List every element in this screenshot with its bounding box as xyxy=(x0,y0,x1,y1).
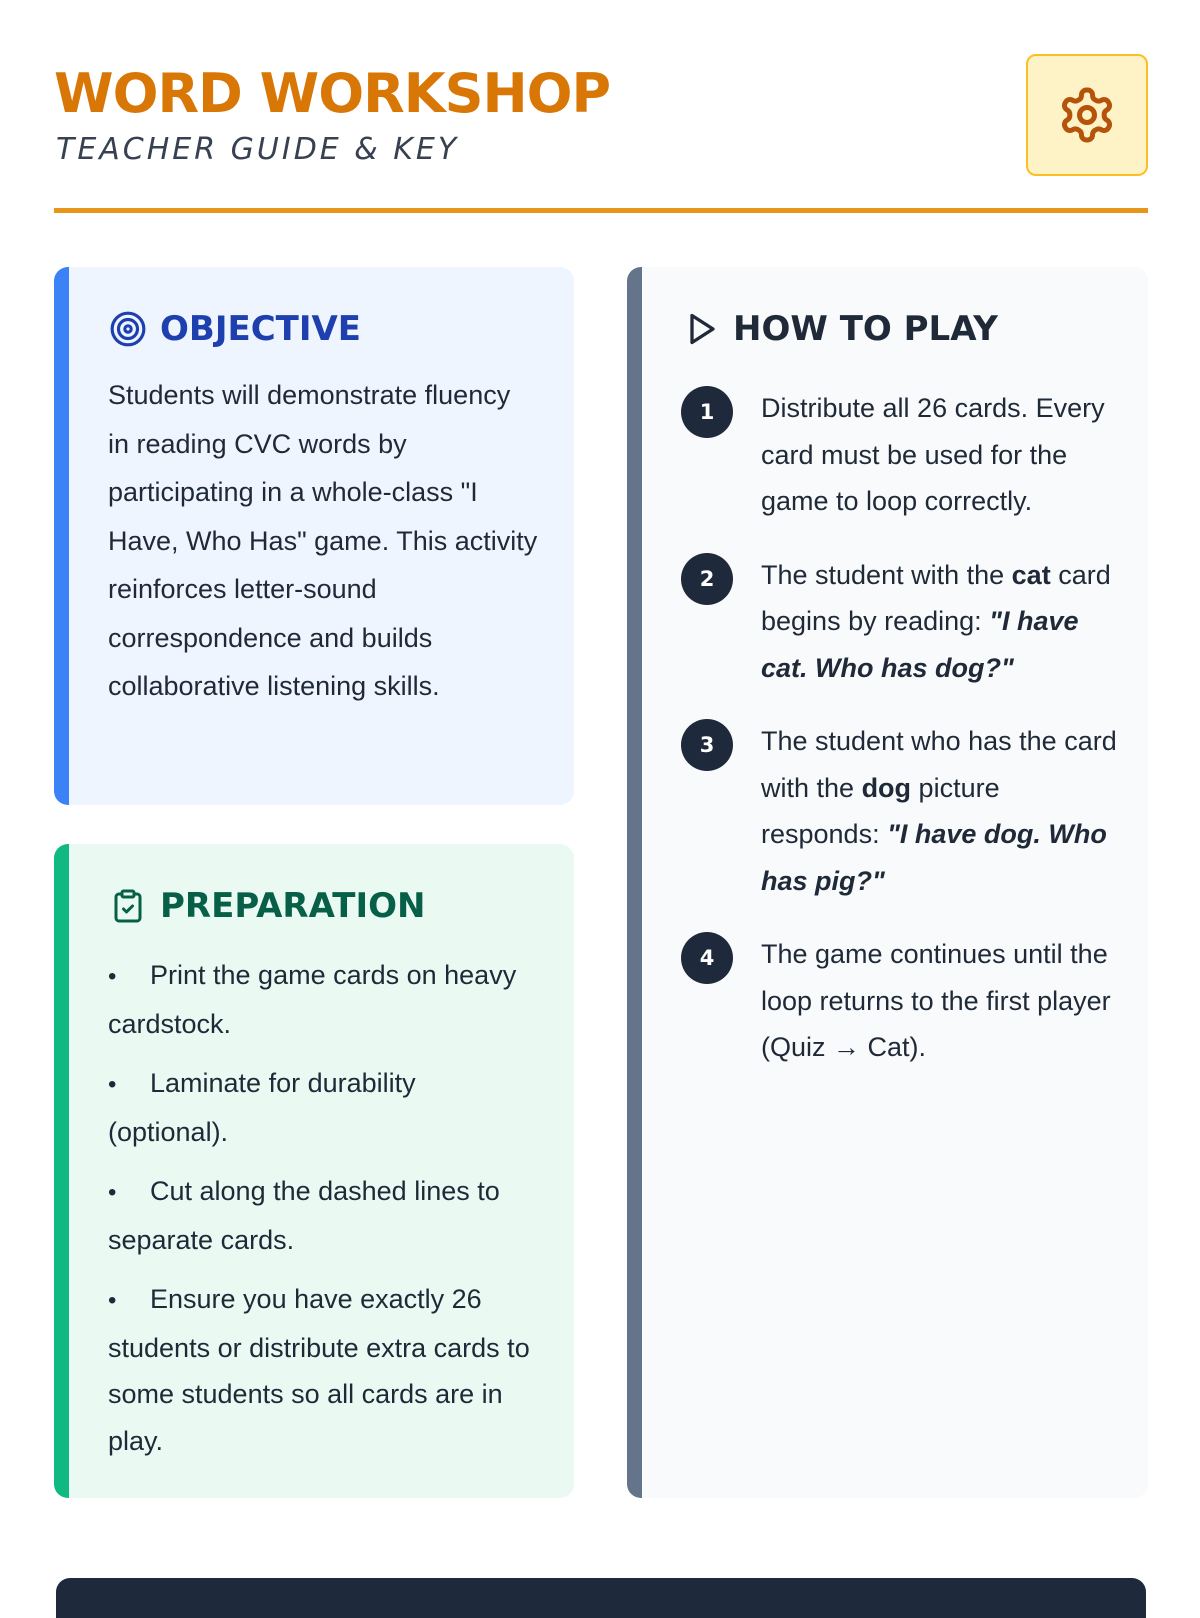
settings-button[interactable] xyxy=(1026,54,1148,176)
play-icon xyxy=(681,309,721,349)
step-number: 1 xyxy=(681,386,733,438)
clipboard-check-icon xyxy=(108,886,148,926)
target-icon xyxy=(108,309,148,349)
objective-header xyxy=(108,309,361,349)
page-subtitle: TEACHER GUIDE & KEY xyxy=(56,132,460,167)
objective-text: Students will demonstrate fluency in reading CVC words by participating in a whole-class "I Have, Who Has" game. This activity reinforces letter-sound correspondence and builds collaborative listening skills. xyxy=(108,380,538,701)
step-number: 3 xyxy=(681,719,733,771)
preparation-header xyxy=(108,886,426,926)
preparation-heading: PREPARATION xyxy=(160,886,426,926)
list-item: • Laminate for durability (optional). xyxy=(108,1068,416,1147)
step-item xyxy=(681,552,1121,692)
how-to-play-heading: HOW TO PLAY xyxy=(733,309,998,349)
step-text: The student with the cat card begins by reading: "I have cat. Who has dog?" xyxy=(761,559,1111,683)
preparation-card xyxy=(54,844,574,1498)
gear-icon xyxy=(1057,85,1117,145)
step-number: 4 xyxy=(681,932,733,984)
how-to-play-header xyxy=(681,309,998,349)
page-title: WORD WORKSHOP xyxy=(54,62,611,125)
step-text: Distribute all 26 cards. Every card must be used for the game to loop correctly. xyxy=(761,393,1105,516)
step-item xyxy=(681,718,1121,904)
step-item xyxy=(681,385,1121,525)
preparation-list xyxy=(108,952,534,1477)
how-to-play-accent-bar xyxy=(627,267,642,1498)
list-item: • Cut along the dashed lines to separate cards. xyxy=(108,1176,500,1255)
step-item xyxy=(681,931,1121,1071)
objective-accent-bar xyxy=(54,267,69,805)
header-divider xyxy=(54,208,1148,213)
objective-heading: OBJECTIVE xyxy=(160,309,362,349)
step-text: The game continues until the loop returns to the first player (Quiz → Cat). xyxy=(761,939,1111,1062)
objective-card xyxy=(54,267,574,805)
footer-bar xyxy=(56,1578,1146,1618)
step-number: 2 xyxy=(681,553,733,605)
how-to-play-card xyxy=(627,267,1148,1498)
list-item: • Ensure you have exactly 26 students or distribute extra cards to some students so all cards are in play. xyxy=(108,1284,530,1456)
page-header xyxy=(54,62,1148,182)
preparation-accent-bar xyxy=(54,844,69,1498)
steps-list xyxy=(681,385,1121,1098)
list-item: • Print the game cards on heavy cardstock. xyxy=(108,960,517,1039)
step-text: The student who has the card with the dog picture responds: "I have dog. Who has pig?" xyxy=(761,726,1117,896)
